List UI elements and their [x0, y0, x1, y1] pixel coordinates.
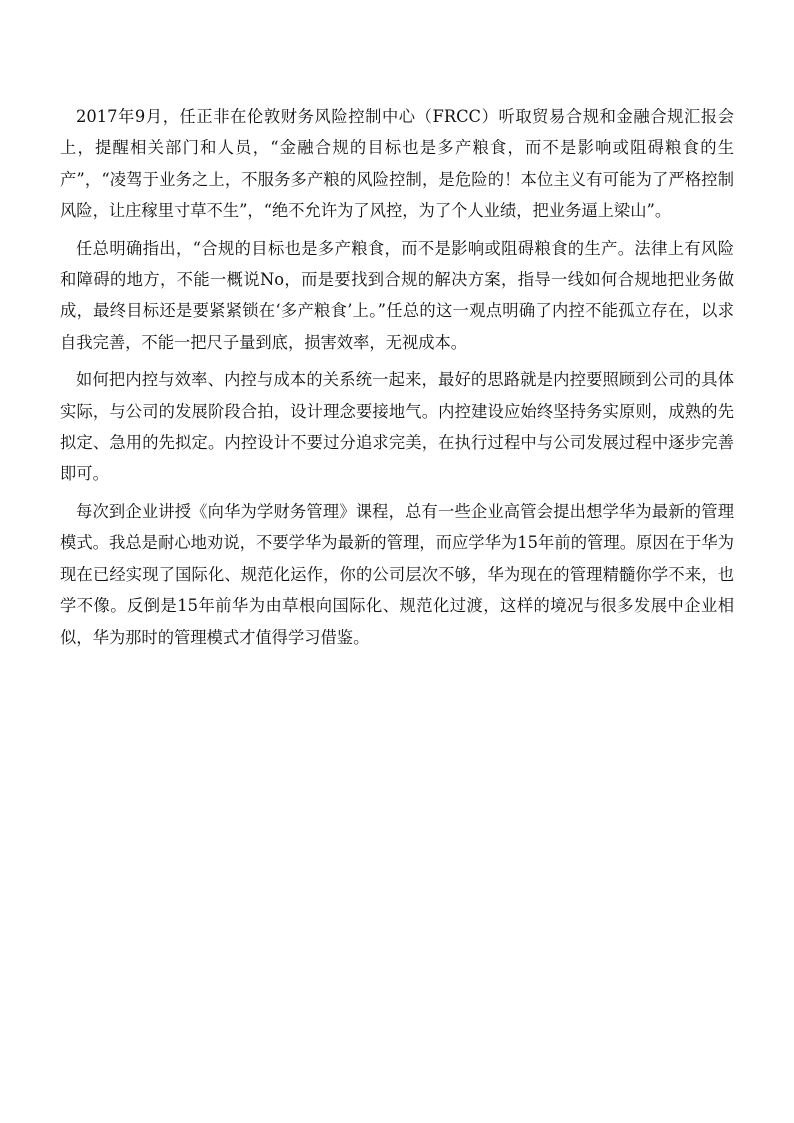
paragraph-4: 每次到企业讲授《向华为学财务管理》课程，总有一些企业高管会提出想学华为最新的管理模式。我总是耐心地劝说，不要学华为最新的管理，而应学华为15年前的管理。原因在于华为现在已经实现了国际化、规范化运作，你的公司层次不够，华为现在的管理精髓你学不来，也学不像。反倒是15年前华为由草根向国际化、规范化过渡，这样的境况与很多发展中企业相似，华为那时的管理模式才值得学习借鉴。	[60, 501, 734, 647]
paragraph-3: 如何把内控与效率、内控与成本的关系统一起来，最好的思路就是内控要照顾到公司的具体实际，与公司的发展阶段合拍，设计理念要接地气。内控建设应始终坚持务实原则，成熟的先拟定、急用的先拟定。内控设计不要过分追求完美，在执行过程中与公司发展过程中逐步完善即可。	[60, 370, 734, 484]
paragraph-2: 任总明确指出，“合规的目标也是多产粮食，而不是影响或阻碍粮食的生产。法律上有风险和障碍的地方，不能一概说No，而是要找到合规的解决方案，指导一线如何合规地把业务做成，最终目标还是要紧紧锁在‘多产粮食’上。”任总的这一观点明确了内控不能孤立存在，以求自我完善，不能一把尺子量到底，损害效率，无视成本。	[60, 238, 734, 352]
paragraph-1: 2017年9月，任正非在伦敦财务风险控制中心（FRCC）听取贸易合规和金融合规汇报会上，提醒相关部门和人员，“金融合规的目标也是多产粮食，而不是影响或阻碍粮食的生产”，“凌驾于业务之上，不服务多产粮的风险控制，是危险的！本位主义有可能为了严格控制风险，让庄稼里寸草不生”，“绝不允许为了风控，为了个人业绩，把业务逼上梁山”。	[60, 107, 734, 221]
